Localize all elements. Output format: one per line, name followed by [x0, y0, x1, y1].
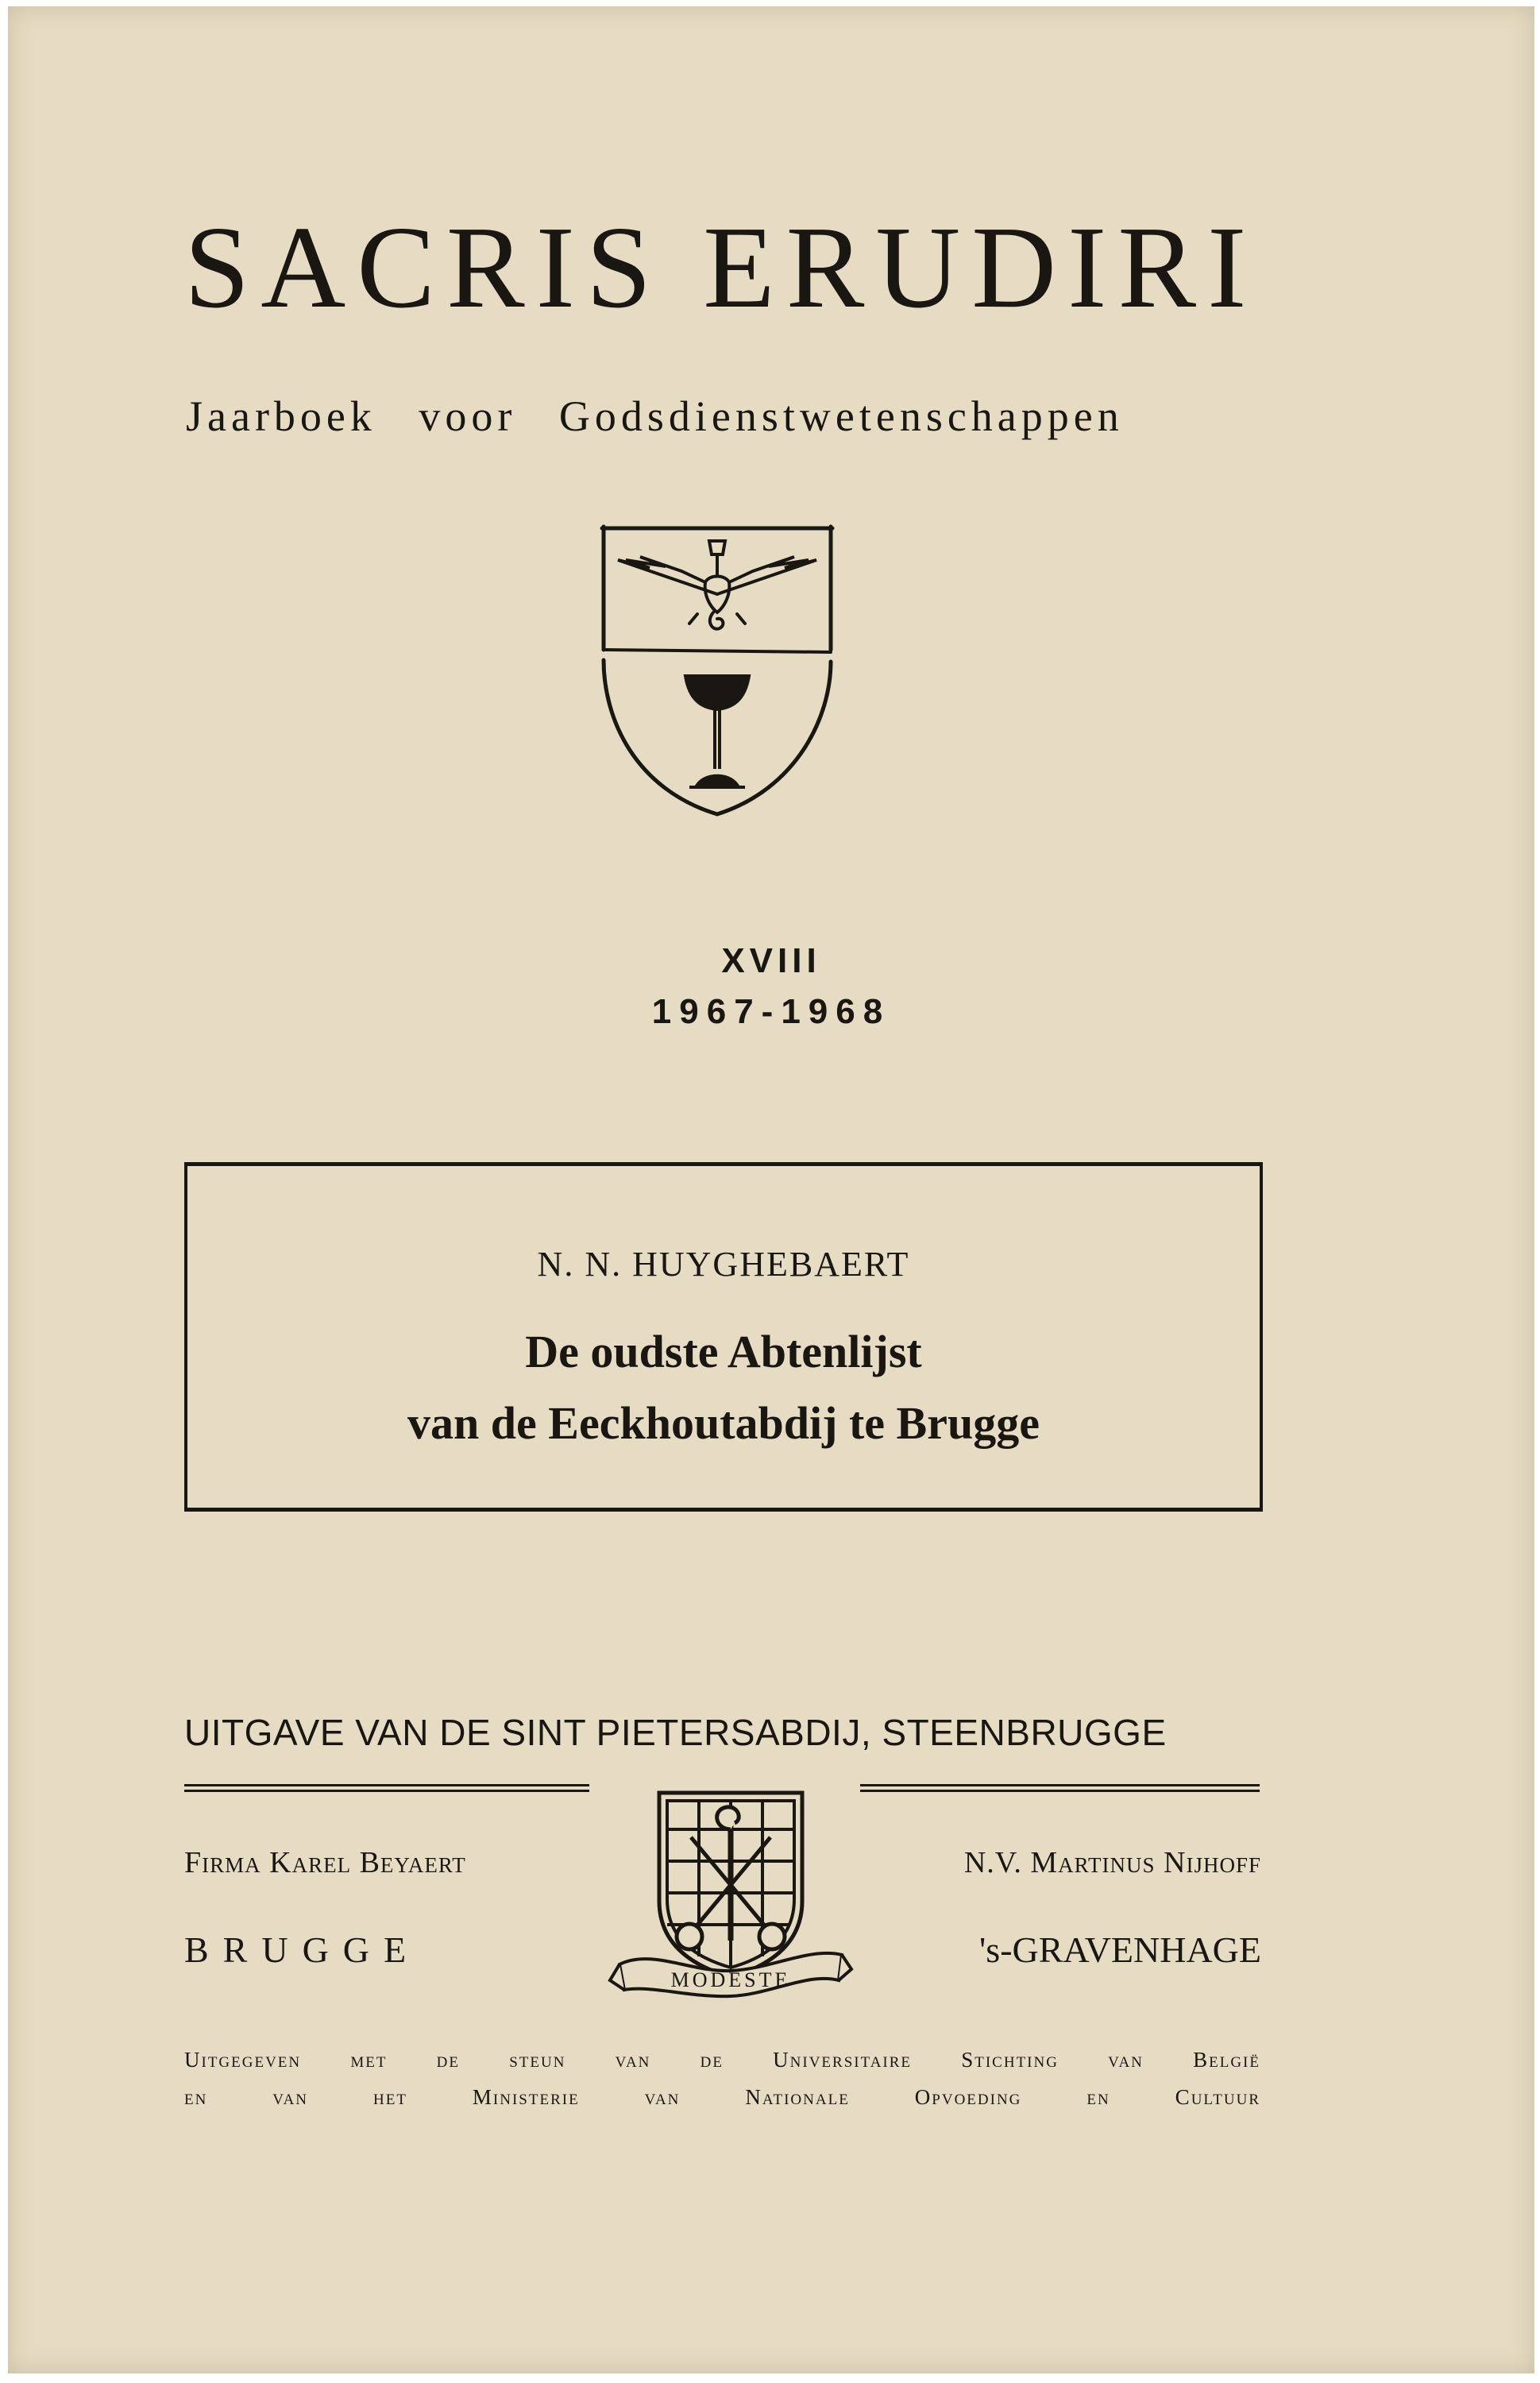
right-firm-name: N.V. Martinus Nijhoff [963, 1846, 1261, 1879]
seal-motto: MODESTE [670, 1968, 791, 1991]
article-author: N. N. HUYGHEBAERT [537, 1245, 910, 1284]
journal-title: SACRIS ERUDIRI [184, 203, 1258, 333]
dove-icon [618, 541, 816, 629]
dove-chalice-emblem [594, 519, 840, 828]
double-rule-right [860, 1784, 1260, 1792]
book-cover [8, 6, 1534, 2373]
double-rule-left [184, 1784, 589, 1792]
right-city: 's-GRAVENHAGE [979, 1929, 1261, 1970]
left-city: BRUGGE [184, 1929, 421, 1970]
keys-crozier-icon [677, 1806, 785, 1949]
journal-subtitle: Jaarboek voor Godsdienstwetenschappen [186, 392, 1124, 440]
volume-number: XVIII [721, 941, 821, 980]
chalice-icon [685, 676, 749, 787]
article-box [184, 1162, 1263, 1512]
volume-years: 1967-1968 [651, 992, 891, 1031]
credits-line1: Uitgegeven met de steun van de Universitaire Stichting van België [184, 2048, 1260, 2072]
publisher-line: UITGAVE VAN DE SINT PIETERSABDIJ, STEENBRUGGE [184, 1712, 1167, 1753]
article-title-line1: De oudste Abtenlijst [525, 1326, 922, 1377]
credits-line2: en van het Ministerie van Nationale Opvoeding en Cultuur [184, 2085, 1260, 2109]
article-title-line2: van de Eeckhoutabdij te Brugge [407, 1397, 1040, 1449]
left-firm-name: Firma Karel Beyaert [184, 1846, 466, 1879]
abbey-seal-emblem [604, 1782, 858, 2020]
